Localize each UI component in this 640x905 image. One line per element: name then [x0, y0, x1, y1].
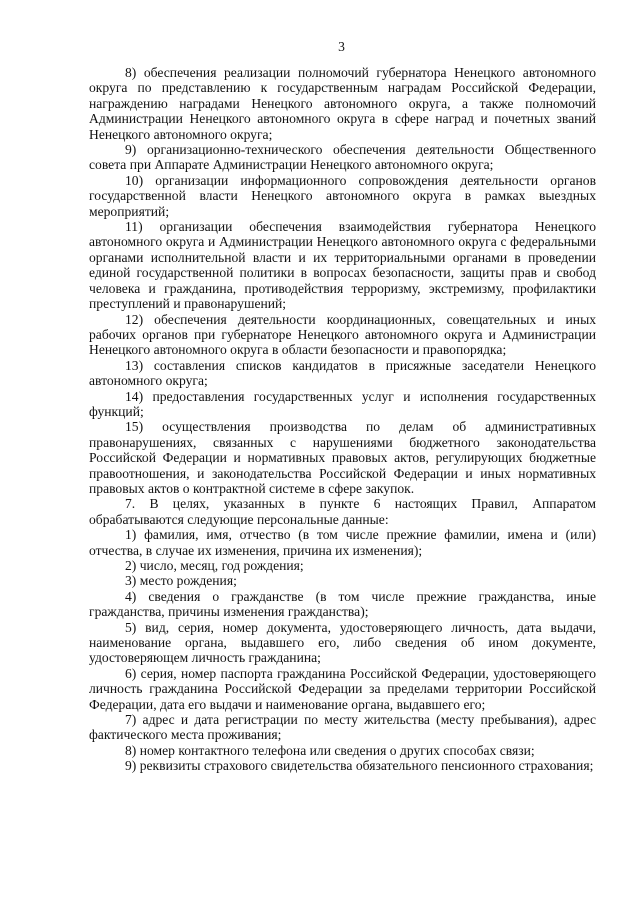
data-item-7: 7) адрес и дата регистрации по месту жительства (месту пребывания), адрес фактического места проживания;	[89, 712, 596, 743]
paragraph-item-11: 11) организации обеспечения взаимодействия губернатора Ненецкого автономного округа и Администрации Ненецкого автономного округа с федеральными органами исполнительной власти и их территориальными органами в проведении единой государственной политики в вопросах безопасности, защиты прав и свобод человека и гражданина, противодействия терроризму, экстремизму, профилактики преступлений и правонарушений;	[89, 219, 596, 312]
paragraph-item-9: 9) организационно-технического обеспечения деятельности Общественного совета при Аппарате Администрации Ненецкого автономного округа;	[89, 142, 596, 173]
data-item-6: 6) серия, номер паспорта гражданина Российской Федерации, удостоверяющего личность гражданина Российской Федерации за пределами территории Российской Федерации, дата его выдачи и наименование органа, выдавшего его;	[89, 665, 596, 712]
data-item-4: 4) сведения о гражданстве (в том числе прежние гражданства, иные гражданства, причины изменения гражданства);	[89, 588, 596, 620]
data-item-1: 1) фамилия, имя, отчество (в том числе прежние фамилии, имена и (или) отчества, в случае их изменения, причина их изменения);	[89, 527, 596, 558]
page-number: 3	[338, 39, 345, 54]
data-item-3: 3) место рождения;	[125, 573, 237, 589]
data-item-2: 2) число, месяц, год рождения;	[125, 558, 304, 573]
paragraph-item-15: 15) осуществления производства по делам об административных правонарушениях, связанных с нарушениями бюджетного законодательства Российской Федерации и нормативных правовых актов, регулирующих бюджетные правоотношения, и законодательства Российской Федерации и иных нормативных правовых актов о контрактной системе в сфере закупок.	[89, 419, 596, 496]
paragraph-item-8: 8) обеспечения реализации полномочий губернатора Ненецкого автономного округа по представлению к государственным наградам Российской Федерации, награждению наградами Ненецкого автономного округа, а также полномочий Администрации Ненецкого автономного округа в сфере наград и почетных званий Ненецкого автономного округа;	[89, 65, 596, 142]
paragraph-item-12: 12) обеспечения деятельности координационных, совещательных и иных рабочих органов при губернаторе Ненецкого автономного округа и Администрации Ненецкого автономного округа в области безопасности и правопорядка;	[89, 311, 596, 358]
document-body	[89, 65, 596, 774]
data-item-5: 5) вид, серия, номер документа, удостоверяющего личность, дата выдачи, наименование органа, выдавшего его, либо сведения об ином документе, удостоверяющем личность гражданина;	[89, 619, 596, 666]
data-item-9: 9) реквизиты страхового свидетельства обязательного пенсионного страхования;	[125, 758, 594, 774]
data-item-8: 8) номер контактного телефона или сведения о других способах связи;	[125, 742, 535, 758]
paragraph-item-14: 14) предоставления государственных услуг и исполнения государственных функций;	[89, 388, 596, 419]
paragraph-item-13: 13) составления списков кандидатов в присяжные заседатели Ненецкого автономного округа;	[89, 357, 596, 389]
section-7-intro: 7. В целях, указанных в пункте 6 настоящих Правил, Аппаратом обрабатываются следующие персональные данные:	[89, 496, 596, 527]
paragraph-item-10: 10) организации информационного сопровождения деятельности органов государственной власти Ненецкого автономного округа в рамках выездных мероприятий;	[89, 172, 596, 219]
